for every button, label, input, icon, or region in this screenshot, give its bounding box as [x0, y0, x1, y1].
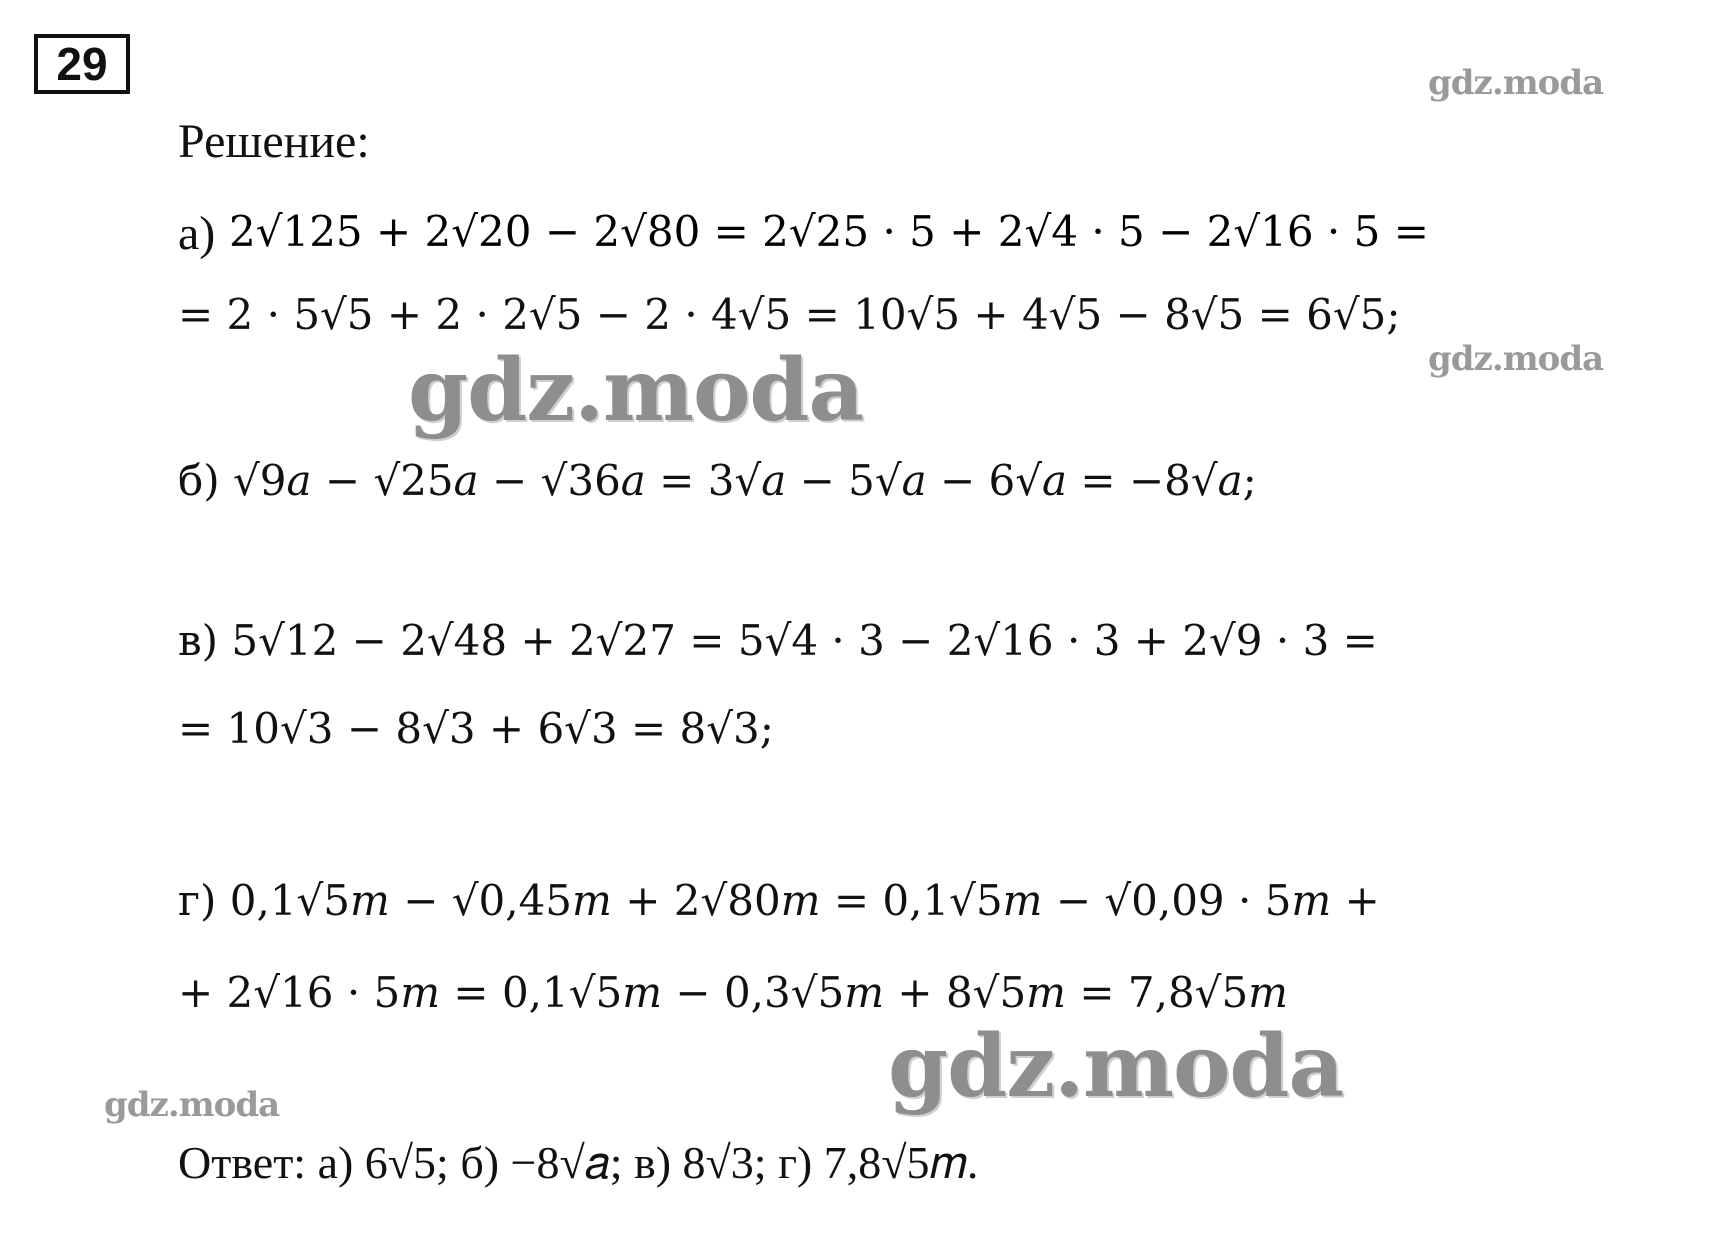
answer-line: Ответ: а) 6√5; б) −8√𝑎; в) 8√3; г) 7,8√5𝑚.	[178, 1137, 979, 1188]
watermark-bottom-left: gdz.moda	[104, 1085, 280, 1125]
solution-heading: Решение:	[178, 115, 370, 168]
part-v-line-2: = 10√3 − 8√3 + 6√3 = 8√3;	[178, 704, 774, 753]
part-g-line-1: г) 0,1√5𝑚 − √0,45𝑚 + 2√80𝑚 = 0,1√5𝑚 − √0,09 · 5𝑚 +	[178, 876, 1380, 925]
watermark-right: gdz.moda	[1428, 339, 1604, 379]
part-a-line-2: = 2 · 5√5 + 2 · 2√5 − 2 · 4√5 = 10√5 + 4√5 − 8√5 = 6√5;	[178, 290, 1401, 339]
svg-text:2√125 + 2√20 − 2√80 = 2√25 · 5: 2√125 + 2√20 − 2√80 = 2√25 · 5 + 2√4 · 5 − 2√16 · 5 =	[229, 207, 1430, 256]
part-b-line-1: б) √9𝑎 − √25𝑎 − √36𝑎 = 3√𝑎 − 5√𝑎 − 6√𝑎 = −8√𝑎;	[178, 456, 1257, 505]
watermark-large-left: gdz.moda	[408, 340, 864, 441]
part-g-line-2: + 2√16 · 5𝑚 = 0,1√5𝑚 − 0,3√5𝑚 + 8√5𝑚 = 7,8√5𝑚	[178, 968, 1288, 1017]
part-a-line-1-math	[221, 202, 1701, 258]
watermark-large-center: gdz.moda	[888, 1016, 1344, 1117]
problem-number-box: 29	[34, 34, 130, 94]
part-a-line-1: а) 2√125 + 2√20 − 2√80 = 2√25 · 5 + 2√4 · 5 − 2√16 · 5 =	[178, 202, 1701, 258]
part-v-line-1: в) 5√12 − 2√48 + 2√27 = 5√4 · 3 − 2√16 · 3 + 2√9 · 3 =	[178, 616, 1378, 665]
watermark-top-right: gdz.moda	[1428, 63, 1604, 103]
